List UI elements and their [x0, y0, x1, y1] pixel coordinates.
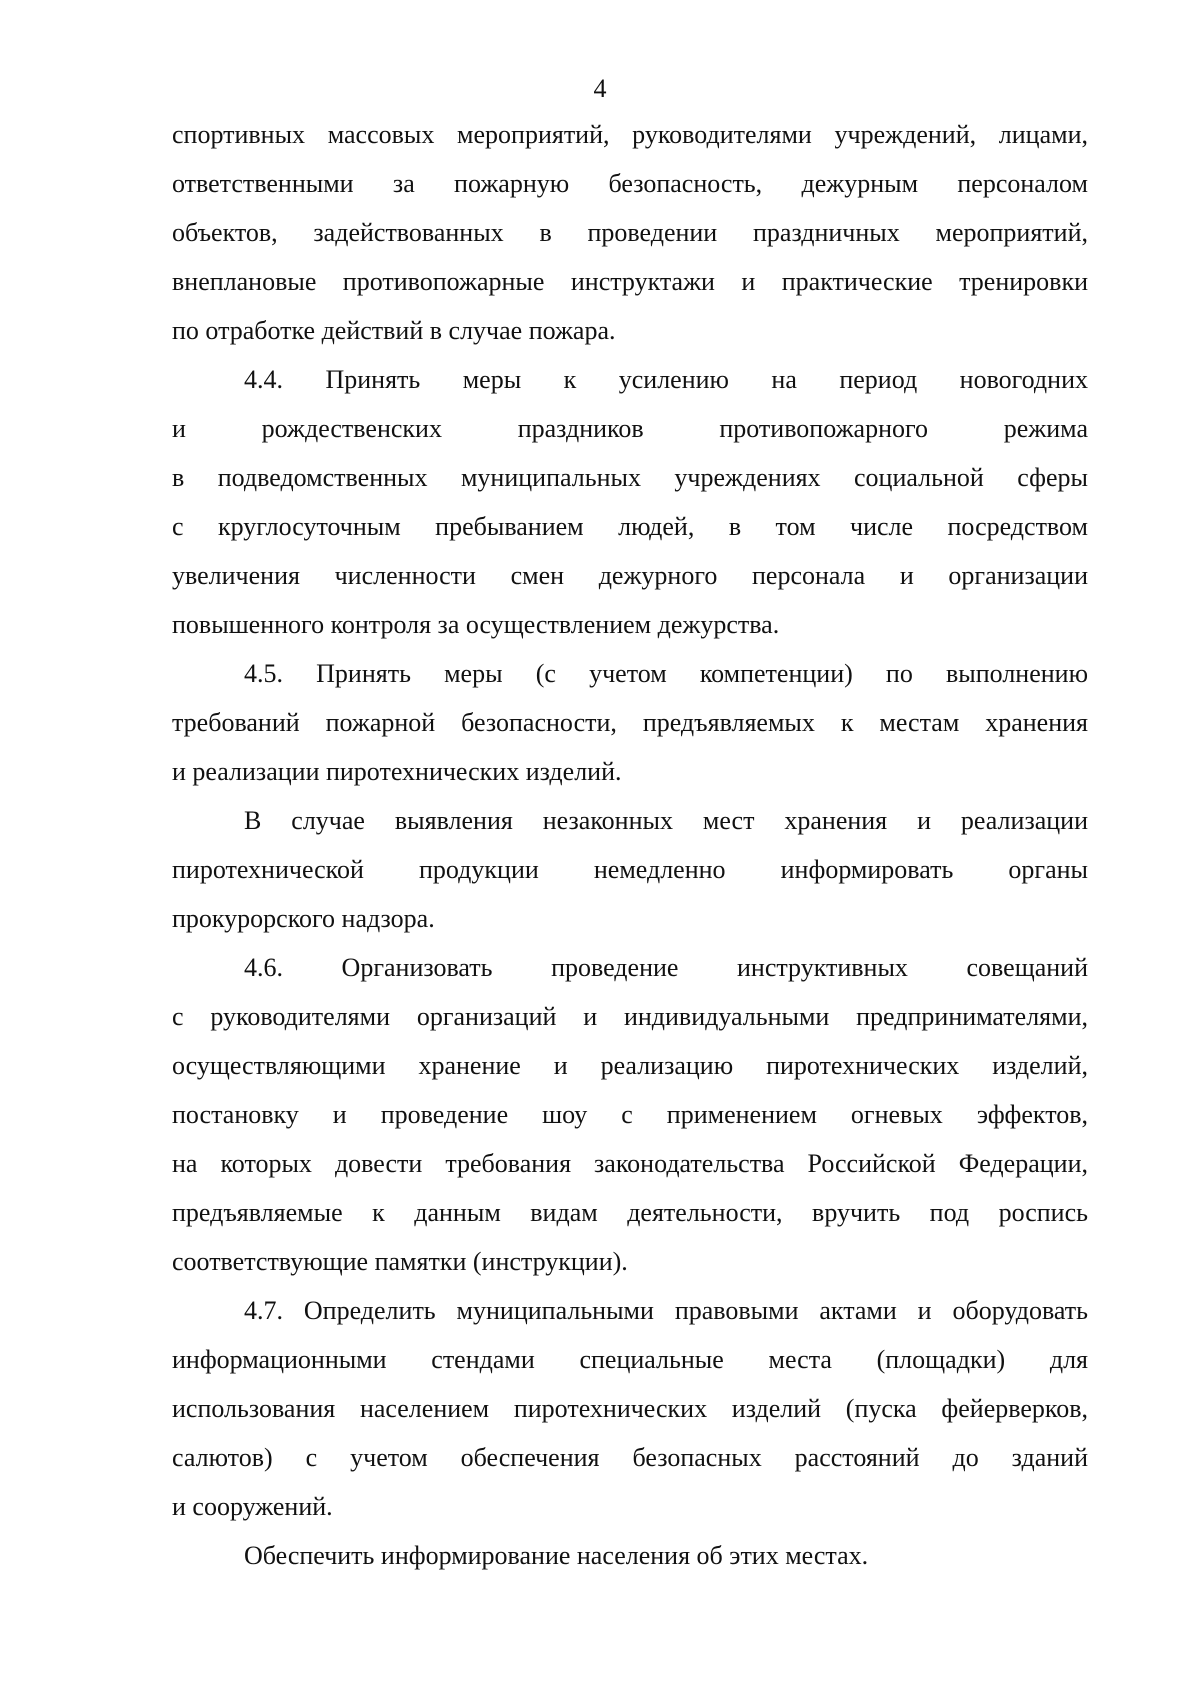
text-line: и рождественских праздников противопожарного режима — [172, 414, 1088, 443]
text-line: прокурорского надзора. — [172, 904, 435, 933]
paragraph-4-7-b — [172, 1531, 1088, 1580]
text-line: в подведомственных муниципальных учреждениях социальной сферы — [172, 463, 1088, 492]
text-line: В случае выявления незаконных мест хранения и реализации — [244, 806, 1088, 835]
paragraph-4-5-b — [172, 796, 1088, 943]
text-line: 4.7. Определить муниципальными правовыми актами и оборудовать — [244, 1296, 1088, 1325]
text-line: 4.4. Принять меры к усилению на период новогодних — [244, 365, 1088, 394]
text-line: по отработке действий в случае пожара. — [172, 316, 616, 345]
text-line: с круглосуточным пребыванием людей, в том числе посредством — [172, 512, 1088, 541]
text-line: 4.6. Организовать проведение инструктивных совещаний — [244, 953, 1088, 982]
document-body — [172, 110, 1088, 1580]
page-number: 4 — [593, 74, 607, 103]
text-line: осуществляющими хранение и реализацию пиротехнических изделий, — [172, 1051, 1088, 1080]
text-line: информационными стендами специальные места (площадки) для — [172, 1345, 1088, 1374]
text-line: с руководителями организаций и индивидуальными предпринимателями, — [172, 1002, 1088, 1031]
text-line: увеличения численности смен дежурного персонала и организации — [172, 561, 1088, 590]
text-line: спортивных массовых мероприятий, руководителями учреждений, лицами, — [172, 120, 1088, 149]
paragraph-4-6 — [172, 943, 1088, 1286]
text-line: салютов) с учетом обеспечения безопасных расстояний до зданий — [172, 1443, 1088, 1472]
text-line: пиротехнической продукции немедленно информировать органы — [172, 855, 1088, 884]
paragraph-4-5 — [172, 649, 1088, 796]
text-line: соответствующие памятки (инструкции). — [172, 1247, 628, 1276]
text-line: 4.5. Принять меры (с учетом компетенции) по выполнению — [244, 659, 1088, 688]
text-line: и сооружений. — [172, 1492, 333, 1521]
text-line: постановку и проведение шоу с применением огневых эффектов, — [172, 1100, 1088, 1129]
text-line: на которых довести требования законодательства Российской Федерации, — [172, 1149, 1088, 1178]
paragraph-4-7 — [172, 1286, 1088, 1531]
text-line: предъявляемые к данным видам деятельности, вручить под роспись — [172, 1198, 1088, 1227]
text-line: требований пожарной безопасности, предъявляемых к местам хранения — [172, 708, 1088, 737]
text-line: повышенного контроля за осуществлением дежурства. — [172, 610, 780, 639]
text-line: использования населением пиротехнических изделий (пуска фейерверков, — [172, 1394, 1088, 1423]
text-line: объектов, задействованных в проведении праздничных мероприятий, — [172, 218, 1088, 247]
text-line: и реализации пиротехнических изделий. — [172, 757, 622, 786]
paragraph-4-4 — [172, 355, 1088, 649]
text-line: ответственными за пожарную безопасность, дежурным персоналом — [172, 169, 1088, 198]
text-line: Обеспечить информирование населения об этих местах. — [244, 1541, 869, 1570]
text-line: внеплановые противопожарные инструктажи и практические тренировки — [172, 267, 1088, 296]
paragraph-continued — [172, 110, 1088, 355]
